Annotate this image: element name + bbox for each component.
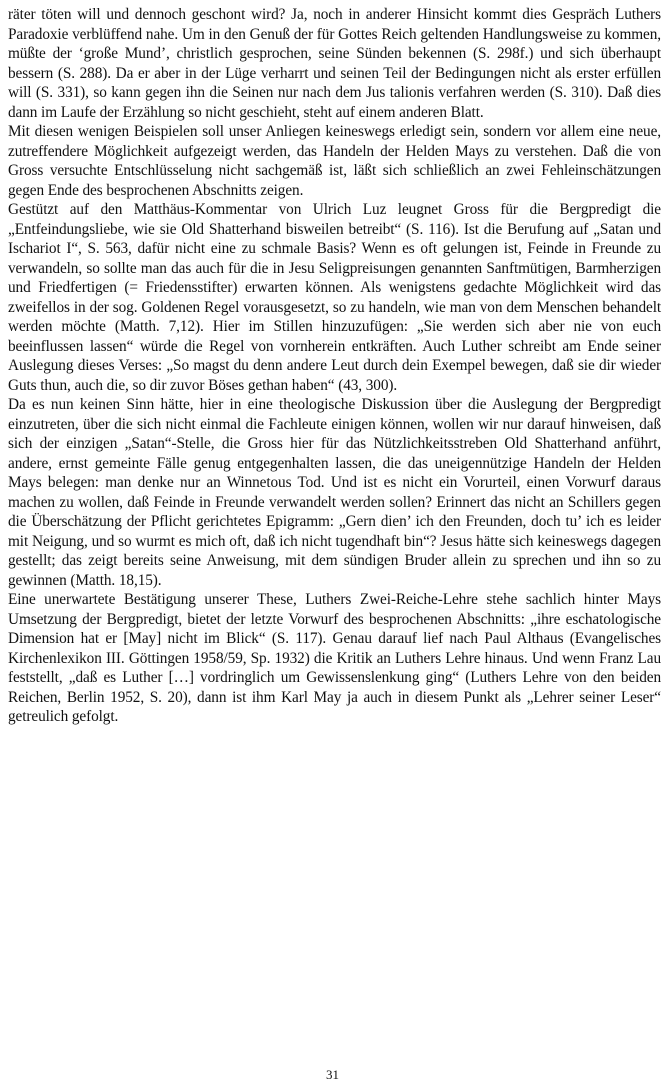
paragraph-3: Gestützt auf den Matthäus-Kommentar von Ulrich Luz leugnet Gross für die Bergpredigt die „Entfeindungsliebe, wie sie Old Shatterhand bisweilen betreibt“ (S. 116). Ist die Berufung auf „Satan und Ischariot I“, S. 563, dafür nicht eine zu schmale Basis? Wenn es oft gelungen ist, Feinde in Freunde zu verwandeln, so sollte man das auch für die in Jesu Seligpreisungen genannten Sanftmütigen, Barmherzigen und Friedfertigen (= Friedensstifter) erwarten können. Als wenigstens gedachte Möglichkeit wird das zweifellos in der sog. Goldenen Regel vorausgesetzt, so zu handeln, wie man von dem Menschen behandelt werden möchte (Matth. 7,12). Hier im Stillen hinzuzufügen: „Sie werden sich aber nie von euch beeinflussen lassen“ würde die Regel von vornherein entkräften. Auch Luther schreibt am Ende seiner Auslegung dieses Verses: „So magst du denn andere Leut durch dein Exempel bewegen, daß sie dir wieder Guts thun, auch die, so dir zuvor Böses gethan haben“ (43, 300). xyxy=(8,201,661,394)
paragraph-1: räter töten will und dennoch geschont wird? Ja, noch in anderer Hinsicht kommt dies Gespräch Luthers Paradoxie verblüffend nahe. Um in den Genuß der für Gottes Reich geltenden Handlungsweise zu kommen, müßte der ‘große Mund’, christlich gesprochen, seine Sünden bekennen (S. 298f.) und sich überhaupt bessern (S. 288). Da er aber in der Lüge verharrt und seinen Teil der Bedingungen nicht als erster erfüllen will (S. 331), so kann gegen ihn die Seinen nur nach dem Jus talionis verfahren werden (S. 310). Daß dies dann im Laufe der Erzählung so nicht geschieht, steht auf einem anderen Blatt. xyxy=(8,6,661,121)
body-text xyxy=(8,5,661,727)
page-number: 31 xyxy=(326,1067,339,1082)
paragraph-5: Eine unerwartete Bestätigung unserer These, Luthers Zwei-Reiche-Lehre stehe sachlich hinter Mays Umsetzung der Bergpredigt, bietet der letzte Vorwurf des besprochenen Abschnitts: „ihre eschatologische Dimension hat er [May] nicht im Blick“ (S. 117). Genau darauf lief nach Paul Althaus (Evangelisches Kirchenlexikon III. Göttingen 1958/59, Sp. 1932) die Kritik an Luthers Lehre hinaus. Und wenn Franz Lau feststellt, „daß es Luther […] vordringlich um Gewissenslenkung ging“ (Luthers Lehre von den beiden Reichen, Berlin 1952, S. 20), dann ist ihm Karl May ja auch in diesem Punkt als „Lehrer seiner Leser“ getreulich gefolgt. xyxy=(8,591,661,725)
paragraph-4: Da es nun keinen Sinn hätte, hier in eine theologische Diskussion über die Auslegung der Bergpredigt einzutreten, über die sich nicht einmal die Fachleute einigen können, wollen wir nur darauf hinweisen, daß sich der einzigen „Satan“-Stelle, die Gross hier für das Nützlichkeitsstreben Old Shatterhand anführt, andere, ernst gemeinte Fälle genug entgegenhalten lassen, die das uneigennützige Handeln der Helden Mays belegen: man denke nur an Winnetous Tod. Und ist es nicht ein Vorurteil, einen Vorwurf daraus machen zu wollen, daß Feinde in Freunde verwandelt werden sollen? Erinnert das nicht an Schillers gegen die Überschätzung der Pflicht gerichtetes Epigramm: „Gern dien’ ich den Freunden, doch tu’ ich es leider mit Neigung, und so wurmt es mich oft, daß ich nicht tugendhaft bin“? Jesus hätte sich keineswegs dagegen gestellt; das zeigt bereits seine Anweisung, mit dem sündigen Bruder allein zu sprechen und ihn so zu gewinnen (Matth. 18,15). xyxy=(8,396,661,589)
paragraph-2: Mit diesen wenigen Beispielen soll unser Anliegen keineswegs erledigt sein, sondern vor allem eine neue, zutreffendere Möglichkeit aufgezeigt werden, das Handeln der Helden Mays zu verstehen. Daß die von Gross versuchte Entschlüsselung nicht sachgemäß ist, läßt sich schließlich an zwei Fehleinschätzungen gegen Ende des besprochenen Abschnitts zeigen. xyxy=(8,123,661,199)
